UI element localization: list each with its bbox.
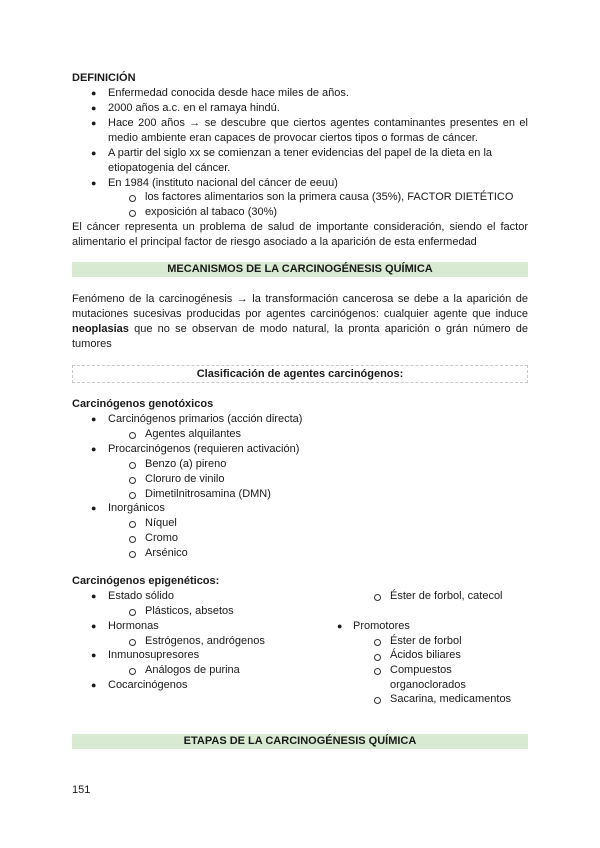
mecanismos-paragraph (72, 292, 528, 352)
bullet-icon: ● (91, 118, 97, 128)
epigeneticos-hormonas: Hormonas (108, 620, 159, 632)
inorganicos-sub-1: Níquel (145, 517, 177, 529)
circle-bullet-icon (129, 609, 136, 616)
epigeneticos-cocarcinogenos: Cocarcinógenos (108, 679, 188, 691)
circle-bullet-icon (129, 432, 136, 439)
mecanismos-banner: MECANISMOS DE LA CARCINOGÉNESIS QUÍMICA (72, 262, 528, 277)
page-number: 151 (72, 784, 91, 796)
bullet-icon: ● (91, 103, 97, 113)
genotoxicos-inorganicos: Inorgánicos (108, 502, 165, 514)
definicion-subitem-1: los factores alimentarios son la primera causa (35%), FACTOR DIETÉTICO (145, 191, 514, 203)
definicion-subitem-2: exposición al tabaco (30%) (145, 206, 278, 218)
definicion-heading: DEFINICIÓN (72, 72, 136, 84)
hormonas-sub: Estrógenos, andrógenos (145, 635, 265, 647)
mecanismos-text-end: que no se observan de modo natural, la pronta aparición o grán número de tumores (72, 323, 528, 350)
circle-bullet-icon (129, 639, 136, 646)
circle-bullet-icon (129, 195, 136, 202)
definicion-paragraph: El cáncer representa un problema de salud de importante consideración, siendo el factor alimentario el principal factor de riesgo asociado a la aparición de esta enfermedad (72, 221, 528, 248)
definicion-item-5: En 1984 (instituto nacional del cáncer de eeuu) (108, 177, 338, 189)
bullet-icon: ● (91, 88, 97, 98)
definicion-item-1: Enfermedad conocida desde hace miles de años. (108, 87, 349, 99)
definicion-item-4: A partir del siglo xx se comienzan a tener evidencias del papel de la dieta en la etiopatogenia del cáncer. (108, 147, 493, 174)
circle-bullet-icon (374, 594, 381, 601)
inorganicos-sub-3: Arsénico (145, 547, 188, 559)
inorganicos-sub-2: Cromo (145, 532, 179, 544)
circle-bullet-icon (374, 668, 381, 675)
promotores-sub-3: Compuestos (390, 664, 452, 676)
promotores-sub-1: Éster de forbol (390, 635, 462, 647)
promotores-sub-2: Ácidos biliares (390, 649, 461, 661)
definicion-item-2: 2000 años a.c. en el ramaya hindú. (108, 102, 280, 114)
definicion-item-3: Hace 200 años → se descubre que ciertos agentes contaminantes presentes en el medio ambiente eran capaces de provocar ciertos tipos o formas de cáncer. (108, 117, 528, 144)
circle-bullet-icon (129, 477, 136, 484)
procarcinogenos-sub-2: Cloruro de vinilo (145, 473, 225, 485)
mecanismos-text-bold: neoplasias (72, 323, 129, 335)
circle-bullet-icon (129, 521, 136, 528)
circle-bullet-icon (129, 210, 136, 217)
bullet-icon: ● (337, 621, 343, 631)
circle-bullet-icon (374, 697, 381, 704)
circle-bullet-icon (374, 654, 381, 661)
epigeneticos-promotores: Promotores (353, 620, 410, 632)
promotores-sub-4: Sacarina, medicamentos (390, 693, 512, 705)
genotoxicos-heading: Carcinógenos genotóxicos (72, 398, 214, 410)
circle-bullet-icon (129, 668, 136, 675)
promotores-sub-3-cont: organoclorados (390, 679, 466, 691)
bullet-icon: ● (91, 178, 97, 188)
bullet-icon: ● (91, 503, 97, 513)
bullet-icon: ● (91, 591, 97, 601)
circle-bullet-icon (129, 536, 136, 543)
bullet-icon: ● (91, 621, 97, 631)
etapas-banner: ETAPAS DE LA CARCINOGÉNESIS QUÍMICA (72, 734, 528, 749)
circle-bullet-icon (129, 462, 136, 469)
estado-solido-sub: Plásticos, absetos (145, 605, 234, 617)
ester-forbol-catecol: Éster de forbol, catecol (390, 590, 503, 602)
clasificacion-title: Clasificación de agentes carcinógenos: (72, 365, 528, 383)
bullet-icon: ● (91, 680, 97, 690)
genotoxicos-procarcinogenos: Procarcinógenos (requieren activación) (108, 443, 300, 455)
circle-bullet-icon (129, 551, 136, 558)
epigeneticos-inmunosupresores: Inmunosupresores (108, 649, 200, 661)
circle-bullet-icon (374, 639, 381, 646)
primarios-sub-1: Agentes alquilantes (145, 428, 242, 440)
mecanismos-text-start: Fenómeno de la carcinogénesis → la transformación cancerosa se debe a la aparición de mutaciones sucesivas producidas por agentes carcinógenos: cualquier agente que induce (72, 293, 528, 320)
procarcinogenos-sub-1: Benzo (a) pireno (145, 458, 227, 470)
bullet-icon: ● (91, 444, 97, 454)
bullet-icon: ● (91, 650, 97, 660)
procarcinogenos-sub-3: Dimetilnitrosamina (DMN) (145, 488, 271, 500)
inmunosupresores-sub: Análogos de purina (145, 664, 240, 676)
bullet-icon: ● (91, 414, 97, 424)
epigeneticos-estado-solido: Estado sólido (108, 590, 175, 602)
genotoxicos-primarios: Carcinógenos primarios (acción directa) (108, 413, 303, 425)
epigeneticos-heading: Carcinógenos epigenéticos: (72, 575, 220, 587)
circle-bullet-icon (129, 492, 136, 499)
bullet-icon: ● (91, 148, 97, 158)
